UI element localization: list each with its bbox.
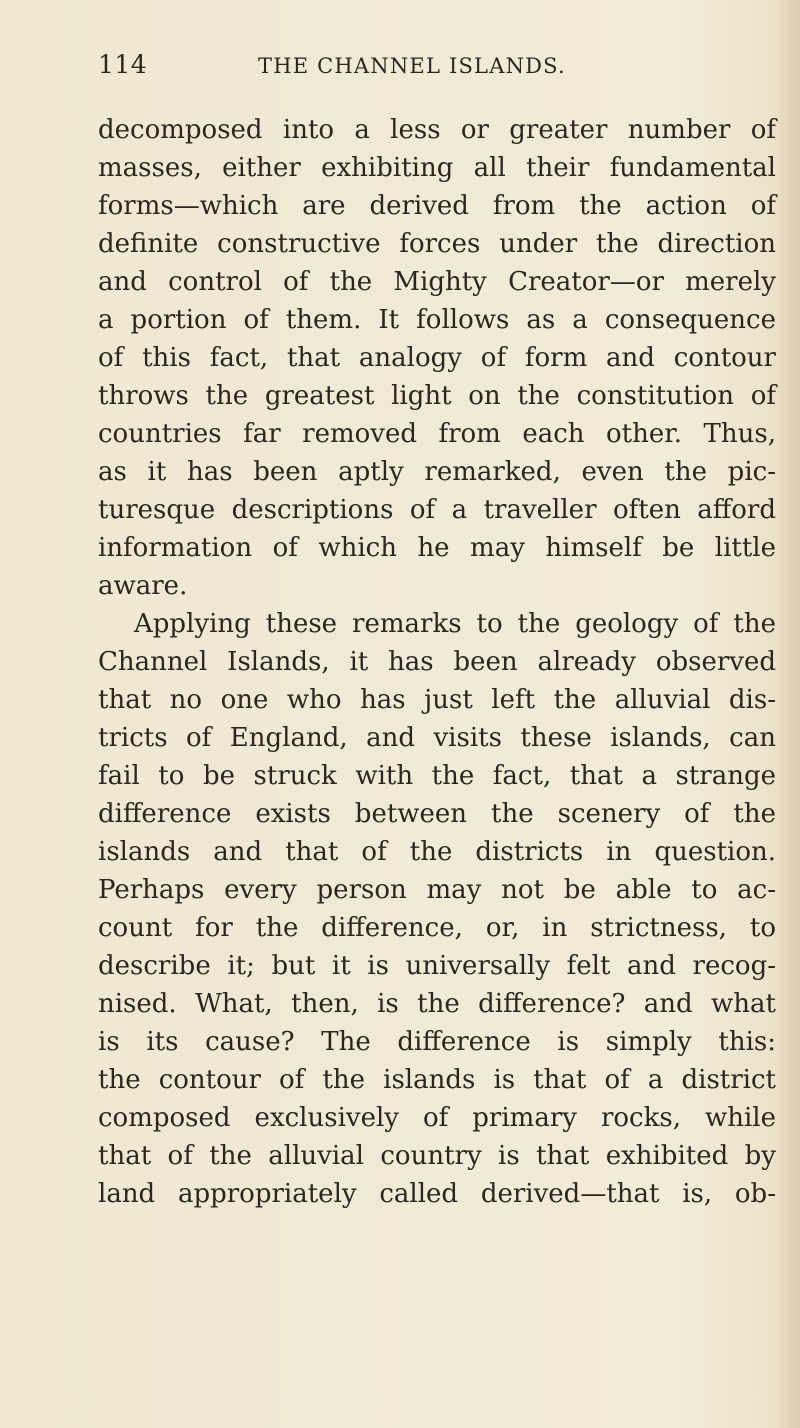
text-line: information of which he may himself be little	[98, 533, 776, 563]
text-line: as it has been aptly remarked, even the pic-	[98, 457, 776, 487]
text-line: tricts of England, and visits these islands, can	[98, 723, 776, 753]
text-line: that no one who has just left the alluvial dis-	[98, 685, 776, 715]
text-line: count for the difference, or, in strictness, to	[98, 913, 776, 943]
text-line: land appropriately called derived—that is, ob-	[98, 1179, 776, 1209]
text-line: throws the greatest light on the constitution of	[98, 381, 776, 411]
text-line: masses, either exhibiting all their fundamental	[98, 153, 776, 183]
paragraph-2	[98, 605, 776, 1213]
text-line: describe it; but it is universally felt and recog-	[98, 951, 776, 981]
text-line: turesque descriptions of a traveller often afford	[98, 495, 776, 525]
text-line: fail to be struck with the fact, that a strange	[98, 761, 776, 791]
text-line: Channel Islands, it has been already observed	[98, 647, 776, 677]
text-line: of this fact, that analogy of form and contour	[98, 343, 776, 373]
text-line: Applying these remarks to the geology of the	[134, 609, 776, 639]
text-line: a portion of them. It follows as a consequence	[98, 305, 776, 335]
text-line: and control of the Mighty Creator—or merely	[98, 267, 776, 297]
page-number: 114	[98, 50, 148, 79]
text-line: definite constructive forces under the direction	[98, 229, 776, 259]
page-edge-shadow	[776, 0, 800, 1428]
text-line: Perhaps every person may not be able to ac-	[98, 875, 776, 905]
running-head	[98, 50, 778, 90]
text-line: countries far removed from each other. Thus,	[98, 419, 776, 449]
text-line: decomposed into a less or greater number of	[98, 115, 776, 145]
text-line: aware.	[98, 571, 188, 601]
body-text	[98, 111, 776, 1213]
text-line: difference exists between the scenery of the	[98, 799, 776, 829]
text-line: islands and that of the districts in question.	[98, 837, 776, 867]
text-line: is its cause? The difference is simply this:	[98, 1027, 776, 1057]
text-line: forms—which are derived from the action of	[98, 191, 776, 221]
paragraph-1	[98, 111, 776, 605]
text-line: nised. What, then, is the difference? and what	[98, 989, 776, 1019]
text-line: the contour of the islands is that of a district	[98, 1065, 776, 1095]
text-line: that of the alluvial country is that exhibited by	[98, 1141, 776, 1171]
text-line: composed exclusively of primary rocks, while	[98, 1103, 776, 1133]
running-title: THE CHANNEL ISLANDS.	[258, 54, 566, 78]
